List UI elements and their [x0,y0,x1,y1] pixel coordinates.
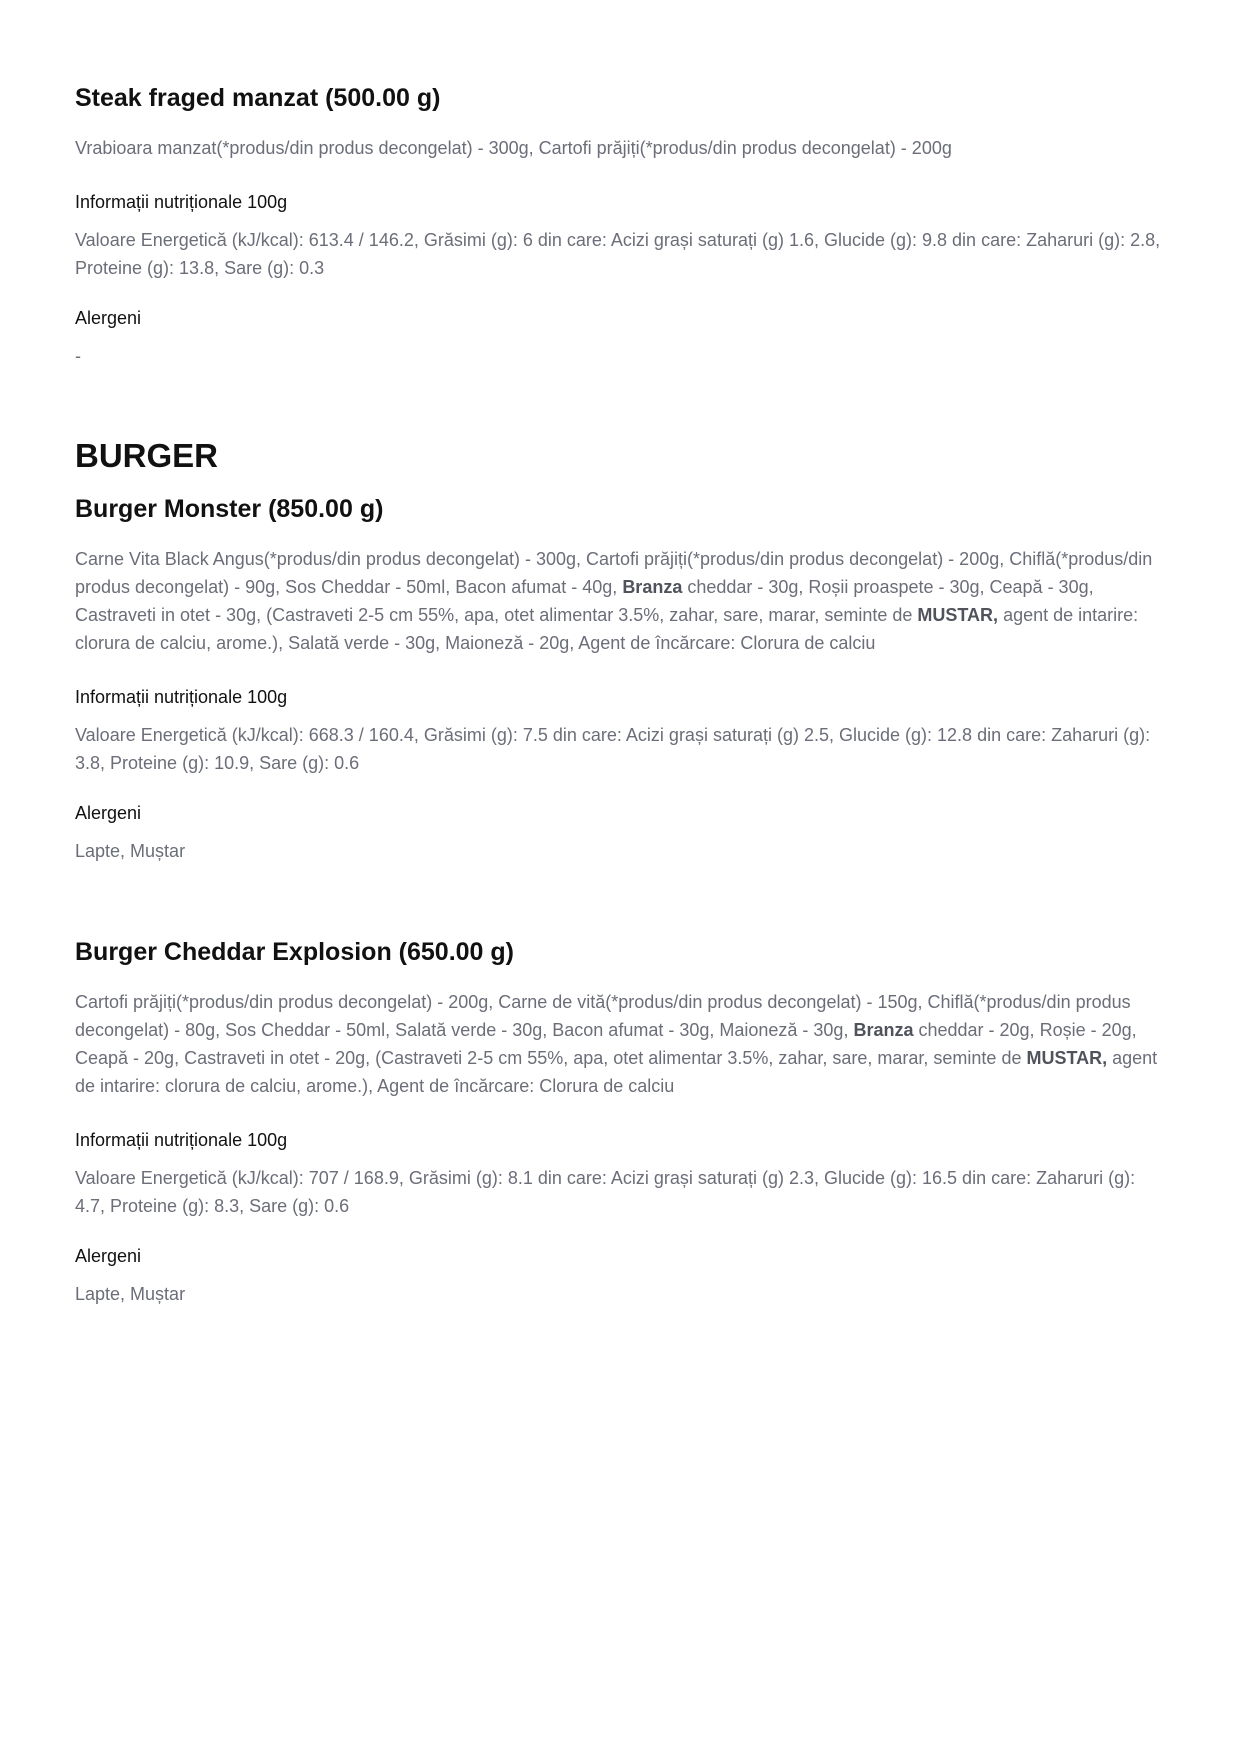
allergens-label: Alergeni [75,308,142,328]
allergen-highlight: MUSTAR, [1026,1048,1108,1068]
allergen-highlight: Branza [622,577,683,597]
allergens-label: Alergeni [75,803,142,823]
product-title: Steak fraged manzat (500.00 g) [75,84,441,112]
nutrition-label: Informații nutriționale 100g [75,687,288,707]
allergen-highlight: Branza [853,1020,914,1040]
category-title: BURGER [75,437,219,474]
product-ingredients: Vrabioara manzat(*produs/din produs decongelat) - 300g, Cartofi prăjiți(*produs/din produs decongelat) - 200g [75,138,952,158]
product-ingredients: Carne Vita Black Angus(*produs/din produs decongelat) - 300g, Cartofi prăjiți(*produs/din produs decongelat) - 200g, Chiflă(*produs/din produs decongelat) - 90g, Sos Cheddar - 50ml, Bacon afumat - 40g, Branza cheddar - 30g, Roșii proaspete - 30g, Ceapă - 30g, Castraveti in otet - 30g, (Castraveti 2-5 cm 55%, apa, otet alimentar 3.5%, zahar, sare, marar, seminte de MUSTAR, agent de intarire: clorura de calciu, arome.), Salată verde - 30g, Maioneză - 20g, Agent de încărcare: Clorura de calciu [75,549,1153,653]
allergen-highlight: MUSTAR, [917,605,999,625]
allergens-label: Alergeni [75,1246,142,1266]
nutrition-values: Valoare Energetică (kJ/kcal): 613.4 / 146.2, Grăsimi (g): 6 din care: Acizi grași saturați (g) 1.6, Glucide (g): 9.8 din care: Zaharuri (g): 2.8, Proteine (g): 13.8, Sare (g): 0.3 [75,230,1161,278]
nutrition-label: Informații nutriționale 100g [75,1130,288,1150]
nutrition-values: Valoare Energetică (kJ/kcal): 707 / 168.9, Grăsimi (g): 8.1 din care: Acizi grași saturați (g) 2.3, Glucide (g): 16.5 din care: Zaharuri (g): 4.7, Proteine (g): 8.3, Sare (g): 0.6 [75,1168,1136,1216]
product-ingredients: Cartofi prăjiți(*produs/din produs decongelat) - 200g, Carne de vită(*produs/din produs decongelat) - 150g, Chiflă(*produs/din produs decongelat) - 80g, Sos Cheddar - 50ml, Salată verde - 30g, Bacon afumat - 30g, Maioneză - 30g, Branza cheddar - 20g, Roșie - 20g, Ceapă - 20g, Castraveti in otet - 20g, (Castraveti 2-5 cm 55%, apa, otet alimentar 3.5%, zahar, sare, marar, seminte de MUSTAR, agent de intarire: clorura de calciu, arome.), Agent de încărcare: Clorura de calciu [75,992,1158,1096]
nutrition-values: Valoare Energetică (kJ/kcal): 668.3 / 160.4, Grăsimi (g): 7.5 din care: Acizi grași saturați (g) 2.5, Glucide (g): 12.8 din care: Zaharuri (g): 3.8, Proteine (g): 10.9, Sare (g): 0.6 [75,725,1151,773]
allergens-values: Lapte, Muștar [75,841,186,861]
product-title: Burger Monster (850.00 g) [75,495,384,523]
product-title: Burger Cheddar Explosion (650.00 g) [75,938,514,966]
allergens-values: - [75,346,81,366]
nutrition-label: Informații nutriționale 100g [75,192,288,212]
allergens-values: Lapte, Muștar [75,1284,186,1304]
